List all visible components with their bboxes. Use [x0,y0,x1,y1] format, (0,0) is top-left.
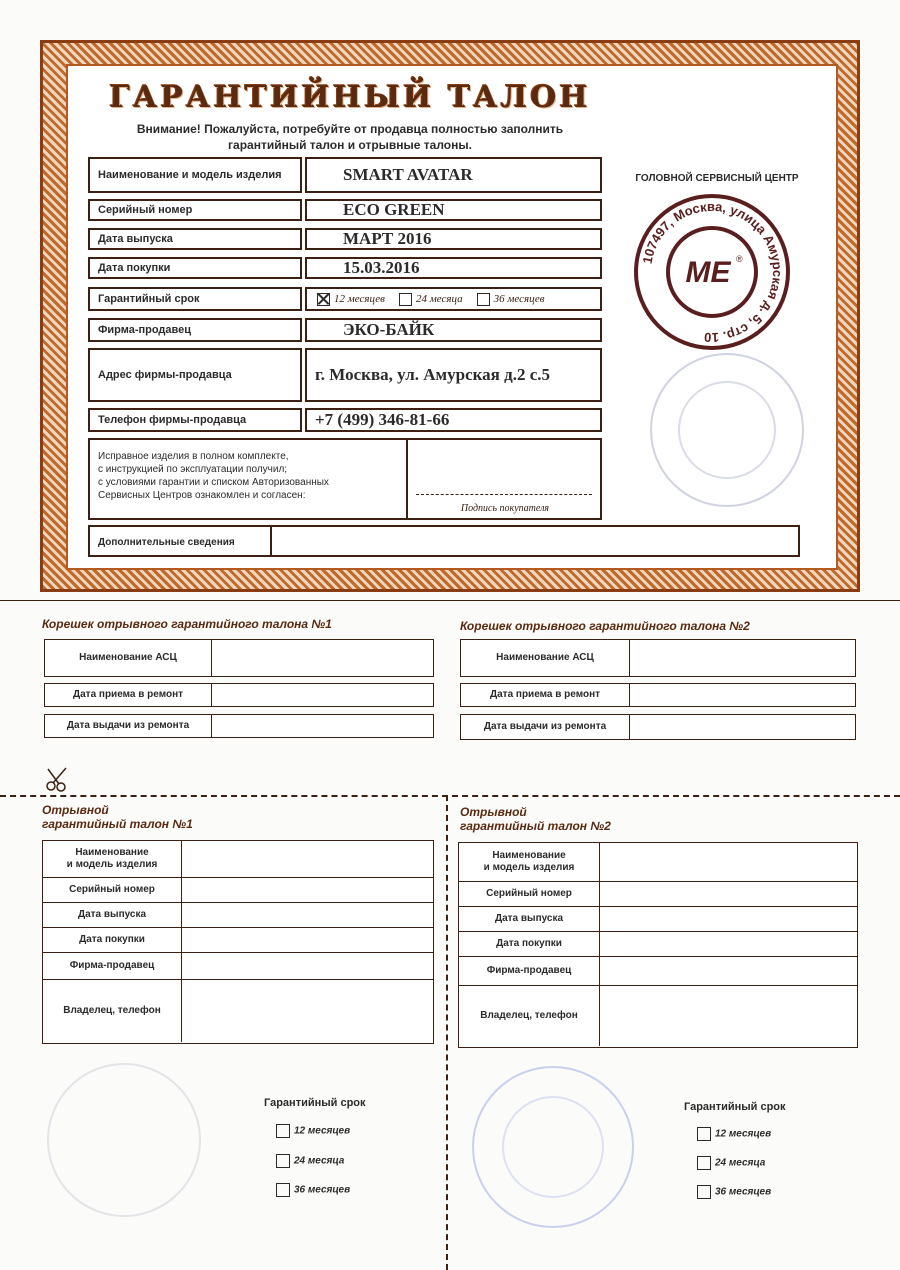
seller-value[interactable]: ЭКО-БАЙК [305,318,602,342]
address-value[interactable]: г. Москва, ул. Амурская д.2 с.5 [305,348,602,402]
tearoff2-term-12[interactable]: 12 месяцев [697,1127,771,1141]
stub2-asc-field[interactable] [630,640,855,676]
service-center-label: ГОЛОВНОЙ СЕРВИСНЫЙ ЦЕНТР [635,173,799,184]
stub1-returned-label: Дата выдачи из ремонта [45,715,212,737]
checkbox-checked-icon[interactable] [317,293,330,306]
release-label: Дата выпуска [88,228,302,250]
stamp-registered: ® [736,254,743,264]
tearoff1-term-title: Гарантийный срок [264,1097,366,1109]
tearoff2-fields[interactable] [601,843,857,1046]
tearoff1-fields[interactable] [183,841,433,1042]
signature-label: Подпись покупателя [460,503,550,514]
tearoff2-serial-label: Серийный номер [459,882,600,906]
tearoff1-serial-label: Серийный номер [43,878,182,902]
faint-stamp [44,1060,204,1220]
stub2-received-row [460,683,856,707]
stub1-received-row [44,683,434,707]
tearoff1-title: Отрывной гарантийный талон №1 [42,803,193,831]
faint-stamp [645,350,810,510]
tearoff2-term-24[interactable]: 24 месяца [697,1156,765,1170]
stub2-asc-row [460,639,856,677]
tearoff2-table [458,842,858,1048]
stub2-title: Корешек отрывного гарантийного талона №2 [460,619,750,633]
agreement-box [88,438,602,520]
tearoff2-purchase-label: Дата покупки [459,932,600,956]
tearoff1-seller-label: Фирма-продавец [43,953,182,979]
checkbox-icon[interactable] [697,1185,711,1199]
checkbox-icon[interactable] [697,1127,711,1141]
tearoff2-term-36[interactable]: 36 месяцев [697,1185,771,1199]
warranty-option-36[interactable]: 36 месяцев [477,293,545,306]
separator-line [0,600,900,601]
stub1-returned-field[interactable] [212,715,433,737]
tearoff2-term-title: Гарантийный срок [684,1101,786,1113]
scissors-icon [44,766,74,792]
tearoff1-purchase-label: Дата покупки [43,928,182,952]
checkbox-icon[interactable] [477,293,490,306]
tearoff1-release-label: Дата выпуска [43,903,182,927]
tearoff1-term-36[interactable]: 36 месяцев [276,1183,350,1197]
serial-label: Серийный номер [88,199,302,221]
stub1-returned-row [44,714,434,738]
phone-value[interactable]: +7 (499) 346-81-66 [305,408,602,432]
stub1-received-label: Дата приема в ремонт [45,684,212,706]
seller-label: Фирма-продавец [88,318,302,342]
stub2-returned-label: Дата выдачи из ремонта [461,715,630,739]
serial-value[interactable]: ECO GREEN [305,199,602,221]
signature-line[interactable] [416,494,592,495]
tearoff2-product-label: Наименование и модель изделия [459,843,600,881]
warranty-option-12[interactable]: 12 месяцев [317,293,385,306]
purchase-label: Дата покупки [88,257,302,279]
warranty-label: Гарантийный срок [88,287,302,311]
stub2-received-field[interactable] [630,684,855,706]
extra-info-field[interactable] [272,527,798,555]
address-label: Адрес фирмы-продавца [88,348,302,402]
tearoff1-term-12[interactable]: 12 месяцев [276,1124,350,1138]
stub1-asc-field[interactable] [212,640,433,676]
checkbox-icon[interactable] [399,293,412,306]
stub1-title: Корешек отрывного гарантийного талона №1 [42,617,332,631]
checkbox-icon[interactable] [276,1154,290,1168]
phone-label: Телефон фирмы-продавца [88,408,302,432]
tearoff2-seller-label: Фирма-продавец [459,957,600,985]
notice-text: Внимание! Пожалуйста, потребуйте от продавца полностью заполнить гарантийный талон и отрывные талоны. [136,122,564,152]
product-label: Наименование и модель изделия [88,157,302,193]
cut-line-vertical[interactable] [446,795,448,1270]
extra-info-label: Дополнительные сведения [98,537,235,548]
service-center-stamp [632,192,792,352]
cut-line-horizontal[interactable] [0,795,900,797]
extra-info-row [88,525,800,557]
stub2-asc-label: Наименование АСЦ [461,640,630,676]
stub2-received-label: Дата приема в ремонт [461,684,630,706]
tearoff1-term-24[interactable]: 24 месяца [276,1154,344,1168]
agreement-text: Исправное изделия в полном комплекте, с инструкцией по эксплуатации получил; с условиями гарантии и списком Авторизованных Сервисных Центров ознакомлен и согласен: [98,451,329,501]
checkbox-icon[interactable] [276,1183,290,1197]
warranty-option-24[interactable]: 24 месяца [399,293,463,306]
tearoff1-owner-label: Владелец, телефон [43,980,182,1042]
tearoff2-release-label: Дата выпуска [459,907,600,931]
stamp-logo: ME [685,256,731,289]
tearoff2-owner-label: Владелец, телефон [459,986,600,1046]
stub1-received-field[interactable] [212,684,433,706]
page-title: ГАРАНТИЙНЫЙ ТАЛОН [109,80,591,115]
tearoff1-product-label: Наименование и модель изделия [43,841,182,877]
stamp-text: 107497, Москва, улица Амурская д. 5, стр. 10 [639,198,786,346]
stub2-returned-row [460,714,856,740]
checkbox-icon[interactable] [697,1156,711,1170]
checkbox-icon[interactable] [276,1124,290,1138]
tearoff1-table [42,840,434,1044]
product-value[interactable]: SMART AVATAR [305,157,602,193]
release-value[interactable]: МАРТ 2016 [305,228,602,250]
warranty-options [305,287,602,311]
purchase-value[interactable]: 15.03.2016 [305,257,602,279]
tearoff2-title: Отрывной гарантийный талон №2 [460,805,611,833]
stub2-returned-field[interactable] [630,715,855,739]
stub1-asc-row [44,639,434,677]
faint-blue-stamp [468,1062,638,1232]
stub1-asc-label: Наименование АСЦ [45,640,212,676]
